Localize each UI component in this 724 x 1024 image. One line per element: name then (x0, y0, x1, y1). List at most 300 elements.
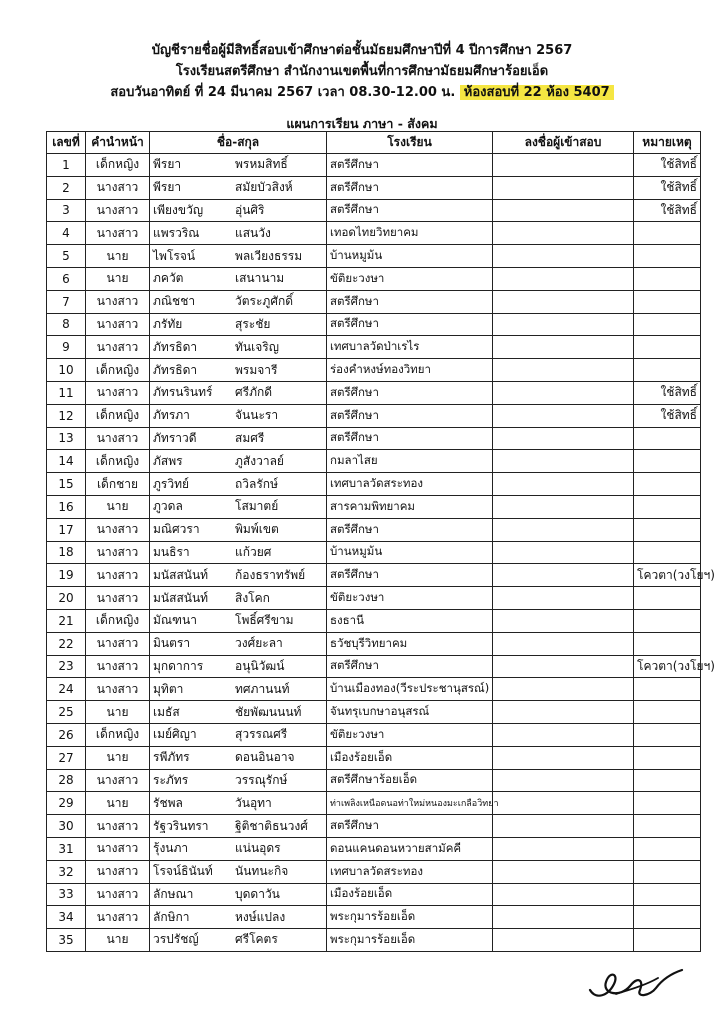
table-body (47, 154, 715, 952)
row-remark: ใช้สิทธิ์ (634, 404, 701, 427)
table-row (47, 609, 701, 632)
row-remark (634, 906, 701, 929)
row-remark (634, 746, 701, 769)
table-row (47, 587, 701, 610)
row-first-name: มินตรา (153, 636, 191, 651)
row-fullname (150, 267, 327, 290)
row-prefix: นางสาว (86, 541, 150, 564)
row-fullname (150, 313, 327, 336)
row-prefix: นางสาว (86, 906, 150, 929)
row-fullname (150, 723, 327, 746)
row-school: สตรีศึกษา (327, 199, 493, 222)
row-number: 33 (47, 883, 86, 906)
handwritten-signature (586, 960, 686, 1005)
row-first-name: รัฐวรินทรา (153, 818, 209, 833)
row-school: สตรีศึกษาร้อยเอ็ด (327, 769, 493, 792)
row-fullname (150, 381, 327, 404)
row-remark (634, 245, 701, 268)
row-first-name: ภัทรธิดา (153, 362, 198, 377)
row-signature-cell[interactable] (493, 815, 634, 838)
row-first-name: วรปรัชญ์ (153, 932, 199, 947)
row-number: 26 (47, 723, 86, 746)
row-last-name: พรหมสิทธิ์ (235, 157, 288, 172)
row-first-name: ภัสพร (153, 453, 183, 468)
row-last-name: พรมจารี (235, 362, 278, 377)
row-number: 2 (47, 176, 86, 199)
row-prefix: นางสาว (86, 860, 150, 883)
row-prefix: นางสาว (86, 427, 150, 450)
row-remark (634, 678, 701, 701)
row-prefix: นางสาว (86, 587, 150, 610)
row-prefix: เด็กชาย (86, 473, 150, 496)
row-first-name: ภณิชชา (153, 294, 196, 309)
row-last-name: ก้องธราทรัพย์ (235, 567, 306, 582)
row-number: 18 (47, 541, 86, 564)
row-signature-cell[interactable] (493, 290, 634, 313)
row-remark (634, 290, 701, 313)
row-number: 13 (47, 427, 86, 450)
row-number: 12 (47, 404, 86, 427)
row-school: สตรีศึกษา (327, 655, 493, 678)
table-row (47, 290, 701, 313)
row-number: 34 (47, 906, 86, 929)
row-number: 35 (47, 929, 86, 952)
row-first-name: รพีภัทร (153, 750, 190, 765)
row-prefix: นางสาว (86, 290, 150, 313)
row-first-name: ภรัทัย (153, 316, 183, 331)
row-first-name: แพรวริณ (153, 225, 200, 240)
row-remark: ใช้สิทธิ์ (634, 154, 701, 177)
row-first-name: ภัทรภา (153, 408, 190, 423)
row-fullname (150, 929, 327, 952)
col-header-signature: ลงชื่อผู้เข้าสอบ (493, 132, 634, 154)
row-signature-cell[interactable] (493, 518, 634, 541)
row-number: 30 (47, 815, 86, 838)
row-signature-cell[interactable] (493, 313, 634, 336)
row-remark: โควตา(วงโยฯ) (634, 655, 701, 678)
table-row (47, 359, 701, 382)
row-signature-cell[interactable] (493, 609, 634, 632)
row-signature-cell[interactable] (493, 473, 634, 496)
row-last-name: ทศภานนท์ (235, 681, 290, 696)
table-header-row (47, 132, 701, 154)
row-number: 19 (47, 564, 86, 587)
row-school: สตรีศึกษา (327, 290, 493, 313)
row-remark (634, 769, 701, 792)
row-last-name: อุ่นศิริ (235, 202, 265, 217)
row-last-name: วงศ์ยะลา (235, 636, 283, 651)
row-number: 25 (47, 701, 86, 724)
row-number: 22 (47, 632, 86, 655)
row-signature-cell[interactable] (493, 245, 634, 268)
row-school: สตรีศึกษา (327, 564, 493, 587)
row-school: ขัติยะวงษา (327, 267, 493, 290)
row-school: สตรีศึกษา (327, 427, 493, 450)
row-signature-cell[interactable] (493, 404, 634, 427)
table-row (47, 883, 701, 906)
row-first-name: มนัสสนันท์ (153, 590, 209, 605)
row-remark (634, 222, 701, 245)
row-first-name: เพียงขวัญ (153, 202, 204, 217)
row-remark: โควตา(วงโยฯ) (634, 564, 701, 587)
row-last-name: นันทนะกิจ (235, 864, 289, 879)
row-signature-cell[interactable] (493, 381, 634, 404)
row-number: 31 (47, 837, 86, 860)
row-last-name: สุระชัย (235, 316, 271, 331)
row-fullname (150, 290, 327, 313)
row-first-name: ภัทรธิดา (153, 339, 198, 354)
row-number: 10 (47, 359, 86, 382)
row-fullname (150, 199, 327, 222)
table-row (47, 199, 701, 222)
row-last-name: ถวิลรักษ์ (235, 476, 278, 491)
row-fullname (150, 518, 327, 541)
table-row (47, 267, 701, 290)
row-prefix: นางสาว (86, 176, 150, 199)
table-row (47, 541, 701, 564)
row-number: 1 (47, 154, 86, 177)
title-line-2: โรงเรียนสตรีศึกษา สำนักงานเขตพื้นที่การศึกษามัธยมศึกษาร้อยเอ็ด (175, 64, 549, 79)
row-fullname (150, 450, 327, 473)
row-number: 20 (47, 587, 86, 610)
row-prefix: นางสาว (86, 769, 150, 792)
row-last-name: ศรีโคตร (235, 932, 278, 947)
row-number: 28 (47, 769, 86, 792)
row-fullname (150, 769, 327, 792)
row-last-name: เสนานาม (235, 271, 285, 286)
row-last-name: บุดดาวัน (235, 886, 280, 901)
row-prefix: นางสาว (86, 678, 150, 701)
row-remark (634, 883, 701, 906)
row-signature-cell[interactable] (493, 792, 634, 815)
row-last-name: ฐิติชาติธนวงศ์ (235, 818, 308, 833)
row-signature-cell[interactable] (493, 632, 634, 655)
row-prefix: นางสาว (86, 199, 150, 222)
row-remark (634, 267, 701, 290)
row-last-name: ชัยพัฒนนนท์ (235, 704, 302, 719)
row-remark (634, 723, 701, 746)
row-prefix: นาย (86, 792, 150, 815)
row-prefix: นางสาว (86, 381, 150, 404)
row-school: พระกุมารร้อยเอ็ด (327, 906, 493, 929)
row-remark (634, 815, 701, 838)
table-row (47, 837, 701, 860)
row-school: ธงธานี (327, 609, 493, 632)
row-school: สตรีศึกษา (327, 815, 493, 838)
row-prefix: นาย (86, 267, 150, 290)
row-last-name: โพธิ์ศรีขาม (235, 613, 294, 628)
document-header (0, 40, 724, 103)
row-number: 23 (47, 655, 86, 678)
row-first-name: ไพโรจน์ (153, 248, 196, 263)
row-prefix: นางสาว (86, 336, 150, 359)
row-school: เทศบาลวัดสระทอง (327, 473, 493, 496)
table-row (47, 450, 701, 473)
row-first-name: รัชพล (153, 795, 183, 810)
row-remark (634, 473, 701, 496)
row-signature-cell[interactable] (493, 154, 634, 177)
row-school: เทศบาลวัดป่าเรไร (327, 336, 493, 359)
row-last-name: วันอุทา (235, 795, 272, 810)
row-school: สตรีศึกษา (327, 313, 493, 336)
col-header-remark: หมายเหตุ (634, 132, 701, 154)
row-number: 9 (47, 336, 86, 359)
row-signature-cell[interactable] (493, 222, 634, 245)
table-row (47, 678, 701, 701)
row-last-name: อนุนิวัฒน์ (235, 658, 285, 673)
table-row (47, 723, 701, 746)
row-number: 16 (47, 495, 86, 518)
row-school: เมืองร้อยเอ็ด (327, 883, 493, 906)
table-row (47, 792, 701, 815)
row-number: 8 (47, 313, 86, 336)
table-row (47, 313, 701, 336)
row-signature-cell[interactable] (493, 860, 634, 883)
row-fullname (150, 587, 327, 610)
row-remark: ใช้สิทธิ์ (634, 176, 701, 199)
row-number: 4 (47, 222, 86, 245)
row-first-name: ภัทรนรินทร์ (153, 385, 213, 400)
row-signature-cell[interactable] (493, 906, 634, 929)
col-header-school: โรงเรียน (327, 132, 493, 154)
row-signature-cell[interactable] (493, 678, 634, 701)
row-signature-cell[interactable] (493, 199, 634, 222)
row-fullname (150, 701, 327, 724)
table-row (47, 701, 701, 724)
row-last-name: แน่นอุดร (235, 841, 281, 856)
row-school: สตรีศึกษา (327, 154, 493, 177)
col-header-name: ชื่อ-สกุล (150, 132, 327, 154)
row-first-name: มนัสสนันท์ (153, 567, 209, 582)
row-prefix: นาย (86, 495, 150, 518)
row-fullname (150, 655, 327, 678)
table-row (47, 154, 701, 177)
row-school: ขัติยะวงษา (327, 723, 493, 746)
row-fullname (150, 883, 327, 906)
table-row (47, 336, 701, 359)
row-remark: ใช้สิทธิ์ (634, 199, 701, 222)
candidate-table (46, 131, 715, 952)
row-last-name: สมัยบัวสิงห์ (235, 180, 293, 195)
row-school: สตรีศึกษา (327, 404, 493, 427)
row-school: สตรีศึกษา (327, 518, 493, 541)
row-first-name: มัณฑนา (153, 613, 197, 628)
row-last-name: วรรณุรักษ์ (235, 772, 288, 787)
row-last-name: สมศรี (235, 430, 265, 445)
row-prefix: นาย (86, 929, 150, 952)
row-first-name: พีรยา (153, 157, 182, 172)
row-last-name: ดอนอินอาจ (235, 750, 295, 765)
row-signature-cell[interactable] (493, 541, 634, 564)
col-header-prefix: คำนำหน้า (86, 132, 150, 154)
row-number: 27 (47, 746, 86, 769)
row-signature-cell[interactable] (493, 359, 634, 382)
table-row (47, 495, 701, 518)
row-number: 21 (47, 609, 86, 632)
row-prefix: นางสาว (86, 632, 150, 655)
row-signature-cell[interactable] (493, 587, 634, 610)
row-last-name: แก้วยศ (235, 544, 272, 559)
table-row (47, 381, 701, 404)
row-last-name: พิมพ์เขต (235, 522, 279, 537)
row-signature-cell[interactable] (493, 746, 634, 769)
row-number: 7 (47, 290, 86, 313)
row-first-name: เมย์ศิญา (153, 727, 197, 742)
row-school: สตรีศึกษา (327, 381, 493, 404)
exam-room-highlight: ห้องสอบที่ 22 ห้อง 5407 (460, 85, 614, 100)
table-row (47, 929, 701, 952)
row-number: 32 (47, 860, 86, 883)
row-prefix: นาย (86, 245, 150, 268)
row-first-name: มณิศวรา (153, 522, 200, 537)
row-number: 3 (47, 199, 86, 222)
row-prefix: นาย (86, 701, 150, 724)
row-signature-cell[interactable] (493, 929, 634, 952)
row-signature-cell[interactable] (493, 769, 634, 792)
row-school: สารคามพิทยาคม (327, 495, 493, 518)
row-first-name: โรจน์ธินันท์ (153, 864, 213, 879)
row-prefix: นาย (86, 746, 150, 769)
row-prefix: นางสาว (86, 313, 150, 336)
row-first-name: ลักษิกา (153, 909, 190, 924)
row-fullname (150, 792, 327, 815)
row-last-name: สิงโคก (235, 590, 270, 605)
row-fullname (150, 860, 327, 883)
row-fullname (150, 609, 327, 632)
row-remark (634, 632, 701, 655)
table-row (47, 245, 701, 268)
table-row (47, 655, 701, 678)
row-school: ธวัชบุรีวิทยาคม (327, 632, 493, 655)
row-fullname (150, 632, 327, 655)
row-first-name: มนธิรา (153, 544, 190, 559)
table-row (47, 564, 701, 587)
row-fullname (150, 906, 327, 929)
col-header-number: เลขที่ (47, 132, 86, 154)
row-remark (634, 929, 701, 952)
row-remark (634, 427, 701, 450)
row-last-name: ศรีภักดี (235, 385, 273, 400)
row-last-name: สุวรรณศรี (235, 727, 288, 742)
row-prefix: เด็กหญิง (86, 723, 150, 746)
row-first-name: ภูวดล (153, 499, 183, 514)
row-school: จันทรุเบกษาอนุสรณ์ (327, 701, 493, 724)
row-first-name: เมธัส (153, 704, 180, 719)
row-remark (634, 860, 701, 883)
row-last-name: หงษ์แปลง (235, 909, 286, 924)
row-signature-cell[interactable] (493, 723, 634, 746)
row-school: พระกุมารร้อยเอ็ด (327, 929, 493, 952)
table-row (47, 746, 701, 769)
row-signature-cell[interactable] (493, 655, 634, 678)
row-fullname (150, 404, 327, 427)
row-remark (634, 541, 701, 564)
table-row (47, 176, 701, 199)
row-number: 11 (47, 381, 86, 404)
row-last-name: แสนวัง (235, 225, 271, 240)
row-signature-cell[interactable] (493, 450, 634, 473)
row-remark (634, 450, 701, 473)
row-remark (634, 336, 701, 359)
row-last-name: จันนะรา (235, 408, 279, 423)
table-row (47, 906, 701, 929)
row-first-name: มุทิตา (153, 681, 184, 696)
table-row (47, 860, 701, 883)
row-school: ดอนแคนดอนหวายสามัคคี (327, 837, 493, 860)
row-prefix: นางสาว (86, 222, 150, 245)
row-prefix: นางสาว (86, 564, 150, 587)
row-signature-cell[interactable] (493, 837, 634, 860)
row-number: 5 (47, 245, 86, 268)
row-remark (634, 495, 701, 518)
row-first-name: มุกดาการ (153, 658, 204, 673)
row-school: ท่าเพลิงเหนือดนอท่าใหม่หนองมะเกลือวิทยา (327, 792, 493, 815)
row-signature-cell[interactable] (493, 564, 634, 587)
row-prefix: เด็กหญิง (86, 609, 150, 632)
row-fullname (150, 336, 327, 359)
row-fullname (150, 837, 327, 860)
row-prefix: เด็กหญิง (86, 450, 150, 473)
row-school: กมลาไสย (327, 450, 493, 473)
row-last-name: ทันเจริญ (235, 339, 279, 354)
row-fullname (150, 359, 327, 382)
table-row (47, 769, 701, 792)
table-row (47, 427, 701, 450)
row-school: บ้านเมืองทอง(วีระประชานุสรณ์) (327, 678, 493, 701)
row-number: 24 (47, 678, 86, 701)
row-school: เมืองร้อยเอ็ด (327, 746, 493, 769)
row-school: สตรีศึกษา (327, 176, 493, 199)
row-prefix: เด็กหญิง (86, 154, 150, 177)
row-fullname (150, 154, 327, 177)
table-row (47, 404, 701, 427)
row-signature-cell[interactable] (493, 267, 634, 290)
row-number: 17 (47, 518, 86, 541)
row-fullname (150, 746, 327, 769)
study-plan-label: แผนการเรียน ภาษา - สังคม (286, 116, 438, 131)
row-fullname (150, 245, 327, 268)
row-last-name: พลเวียงธรรม (235, 248, 303, 263)
row-fullname (150, 176, 327, 199)
row-remark (634, 837, 701, 860)
row-last-name: ภูสังวาลย์ (235, 453, 284, 468)
row-first-name: ภัทราวดี (153, 430, 197, 445)
title-line-1: บัญชีรายชื่อผู้มีสิทธิ์สอบเข้าศึกษาต่อชั้นมัธยมศึกษาปีที่ 4 ปีการศึกษา 2567 (151, 43, 573, 58)
row-last-name: โสมาตย์ (235, 499, 279, 514)
row-signature-cell[interactable] (493, 701, 634, 724)
row-signature-cell[interactable] (493, 336, 634, 359)
row-remark (634, 518, 701, 541)
table-row (47, 518, 701, 541)
row-prefix: นางสาว (86, 837, 150, 860)
row-first-name: ลักษณา (153, 886, 194, 901)
row-fullname (150, 495, 327, 518)
row-first-name: รุ้งนภา (153, 841, 189, 856)
row-remark (634, 701, 701, 724)
row-signature-cell[interactable] (493, 495, 634, 518)
row-remark (634, 609, 701, 632)
row-number: 29 (47, 792, 86, 815)
row-remark (634, 792, 701, 815)
row-signature-cell[interactable] (493, 176, 634, 199)
row-school: ขัติยะวงษา (327, 587, 493, 610)
row-fullname (150, 427, 327, 450)
row-signature-cell[interactable] (493, 883, 634, 906)
row-prefix: นางสาว (86, 518, 150, 541)
row-signature-cell[interactable] (493, 427, 634, 450)
row-prefix: เด็กหญิง (86, 404, 150, 427)
row-fullname (150, 473, 327, 496)
